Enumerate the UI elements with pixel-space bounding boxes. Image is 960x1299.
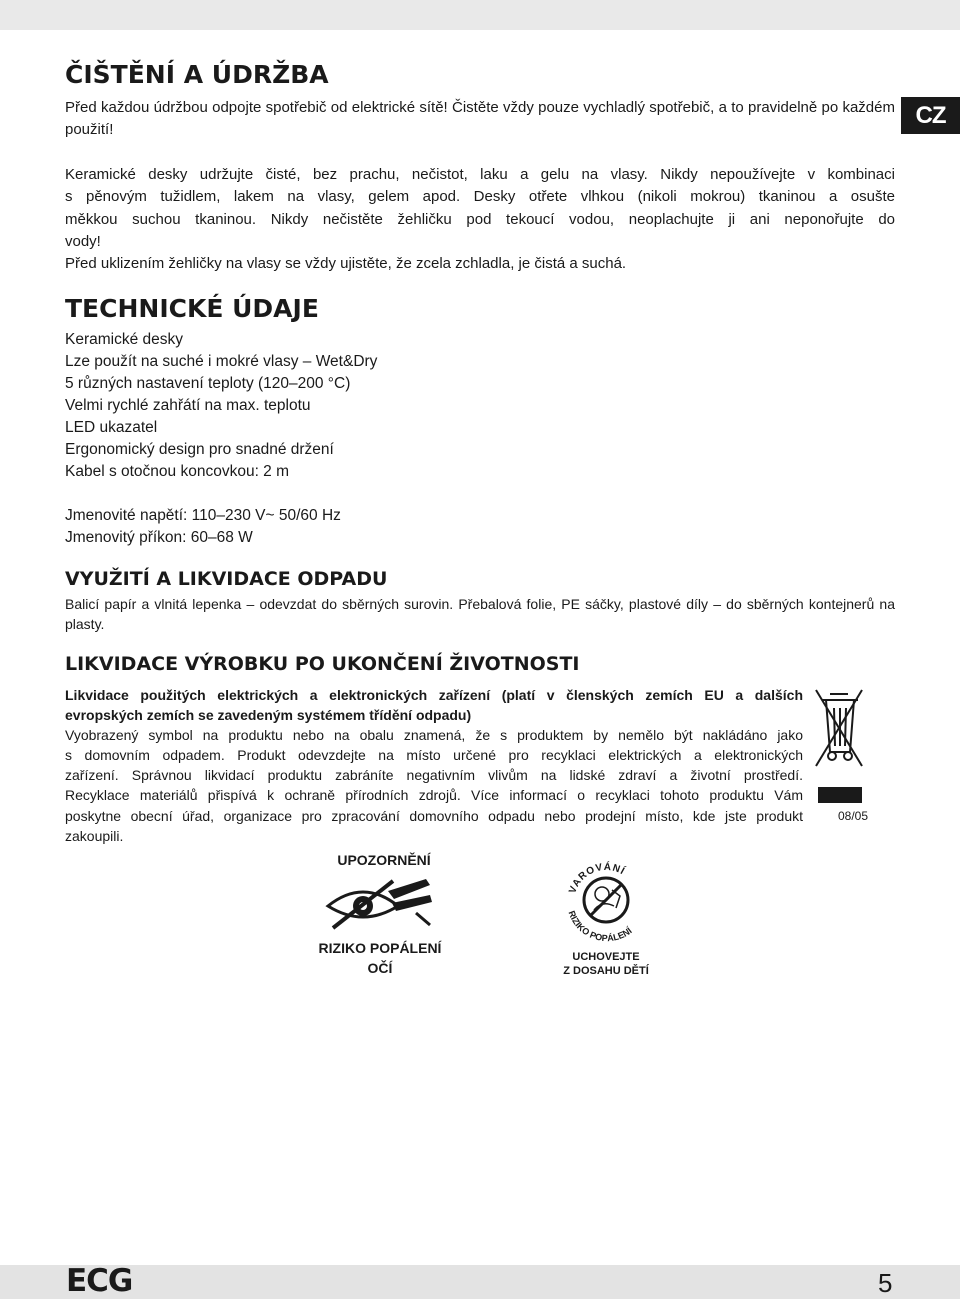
tech-feature: 5 různých nastavení teploty (120–200 °C) [65, 375, 351, 392]
child-warning-arc-top: VAROVÁNÍ [567, 861, 627, 896]
disposal-line: Recyklace materiálů přispívá k ochraně přírodních zdrojů. Více informací o recyklaci tohoto produktu Vám [65, 787, 803, 804]
warning-child-caption-line: UCHOVEJTE [572, 951, 640, 963]
tech-feature: Kabel s otočnou koncovkou: 2 m [65, 463, 290, 480]
disposal-line: s domovním odpadem. Produkt odevzdejte na místo určené pro recyklaci elektrických a elektronických [65, 747, 803, 764]
disposal-bold-line: Likvidace použitých elektrických a elektronických zařízení (platí v členských zemích EU a dalších [65, 687, 803, 703]
disposal-bold-line: evropských zemích se zavedeným systémem třídění odpadu) [65, 707, 472, 724]
page-number: 5 [878, 1268, 893, 1298]
disposal-line: Vyobrazený symbol na produktu nebo na obalu znamená, že s produktem by nemělo být nakládáno jako [65, 727, 803, 744]
tech-feature: Ergonomický design pro snadné držení [65, 441, 334, 458]
warning-eye-caption [300, 938, 460, 978]
tech-feature: Velmi rychlé zahřátí na max. teplotu [65, 397, 311, 414]
warning-child-caption-line: Z DOSAHU DĚTÍ [563, 965, 649, 977]
language-badge: CZ [901, 97, 960, 134]
tech-feature: Keramické desky [65, 331, 184, 348]
cleaning-line: s pěnovým tužidlem, lakem na vlasy, gelem apod. Desky otřete vlhkou (nikoli mokrou) tkaninou a osušte [65, 188, 895, 206]
footer-bar [0, 1265, 960, 1299]
warning-eye-title: UPOZORNĚNÍ [337, 852, 431, 868]
tech-spec: Jmenovité napětí: 110–230 V~ 50/60 Hz [65, 507, 341, 524]
tech-specs-list [65, 505, 341, 549]
section-title-tech: TECHNICKÉ ÚDAJE [65, 294, 319, 323]
tech-features-list [65, 329, 377, 483]
disposal-line: zakoupili. [65, 827, 124, 844]
child-warning-arc-bottom: RIZIKO POPÁLENÍ [566, 909, 634, 944]
weee-bin-icon [814, 686, 864, 804]
disposal-line: zařízení. Správnou likvidací produktu zabráníte negativním vlivům na lidské zdraví a životní prostředí. [65, 767, 803, 784]
header-bar [0, 0, 960, 30]
cleaning-paragraph-1: Před každou údržbou odpojte spotřebič od elektrické sítě! Čistěte vždy pouze vychladlý spotřebič, a to pravidelně po každém použití! [65, 99, 895, 139]
warning-child-caption [551, 950, 661, 978]
cleaning-line: vody! [65, 232, 101, 250]
weee-date: 08/05 [838, 809, 869, 823]
section-title-disposal: LIKVIDACE VÝROBKU PO UKONČENÍ ŽIVOTNOSTI [65, 653, 580, 675]
eye-burn-warning-icon [318, 873, 443, 933]
brand-logo: ECG [66, 1263, 133, 1299]
warning-eye-caption-line: OČÍ [367, 960, 393, 976]
disposal-text [65, 685, 803, 846]
cleaning-line: Před uklizením žehličky na vlasy se vždy ujistěte, že zcela zchladla, je čistá a suchá. [65, 255, 627, 273]
cleaning-paragraph-2 [65, 164, 895, 275]
section-title-cleaning: ČIŠTĚNÍ A ÚDRŽBA [65, 60, 329, 89]
tech-spec: Jmenovitý příkon: 60–68 W [65, 529, 253, 546]
waste-paragraph: Balicí papír a vlnitá lepenka – odevzdat do sběrných surovin. Přebalová folie, PE sáčky, plastové díly – do sběrných kontejnerů na plasty. [65, 596, 895, 632]
disposal-line: poskytne obecní úřad, organizace pro zpracování domovního odpadu nebo prodejní místo, kde jste produkt [65, 807, 803, 824]
cleaning-line: Keramické desky udržujte čisté, bez prachu, nečistot, laku a gelu na vlasy. Nikdy nepoužívejte v kombinaci [65, 166, 895, 183]
tech-feature: Lze použít na suché i mokré vlasy – Wet&Dry [65, 353, 378, 370]
tech-feature: LED ukazatel [65, 419, 158, 436]
warning-eye-caption-line: RIZIKO POPÁLENÍ [318, 940, 442, 956]
section-title-waste: VYUŽITÍ A LIKVIDACE ODPADU [65, 568, 388, 590]
cleaning-line: měkkou suchou tkaninou. Nikdy nečistěte žehličku pod tekoucí vodou, neoplachujte ji ani neponořujte do [65, 210, 895, 228]
child-burn-warning-icon [556, 852, 656, 952]
